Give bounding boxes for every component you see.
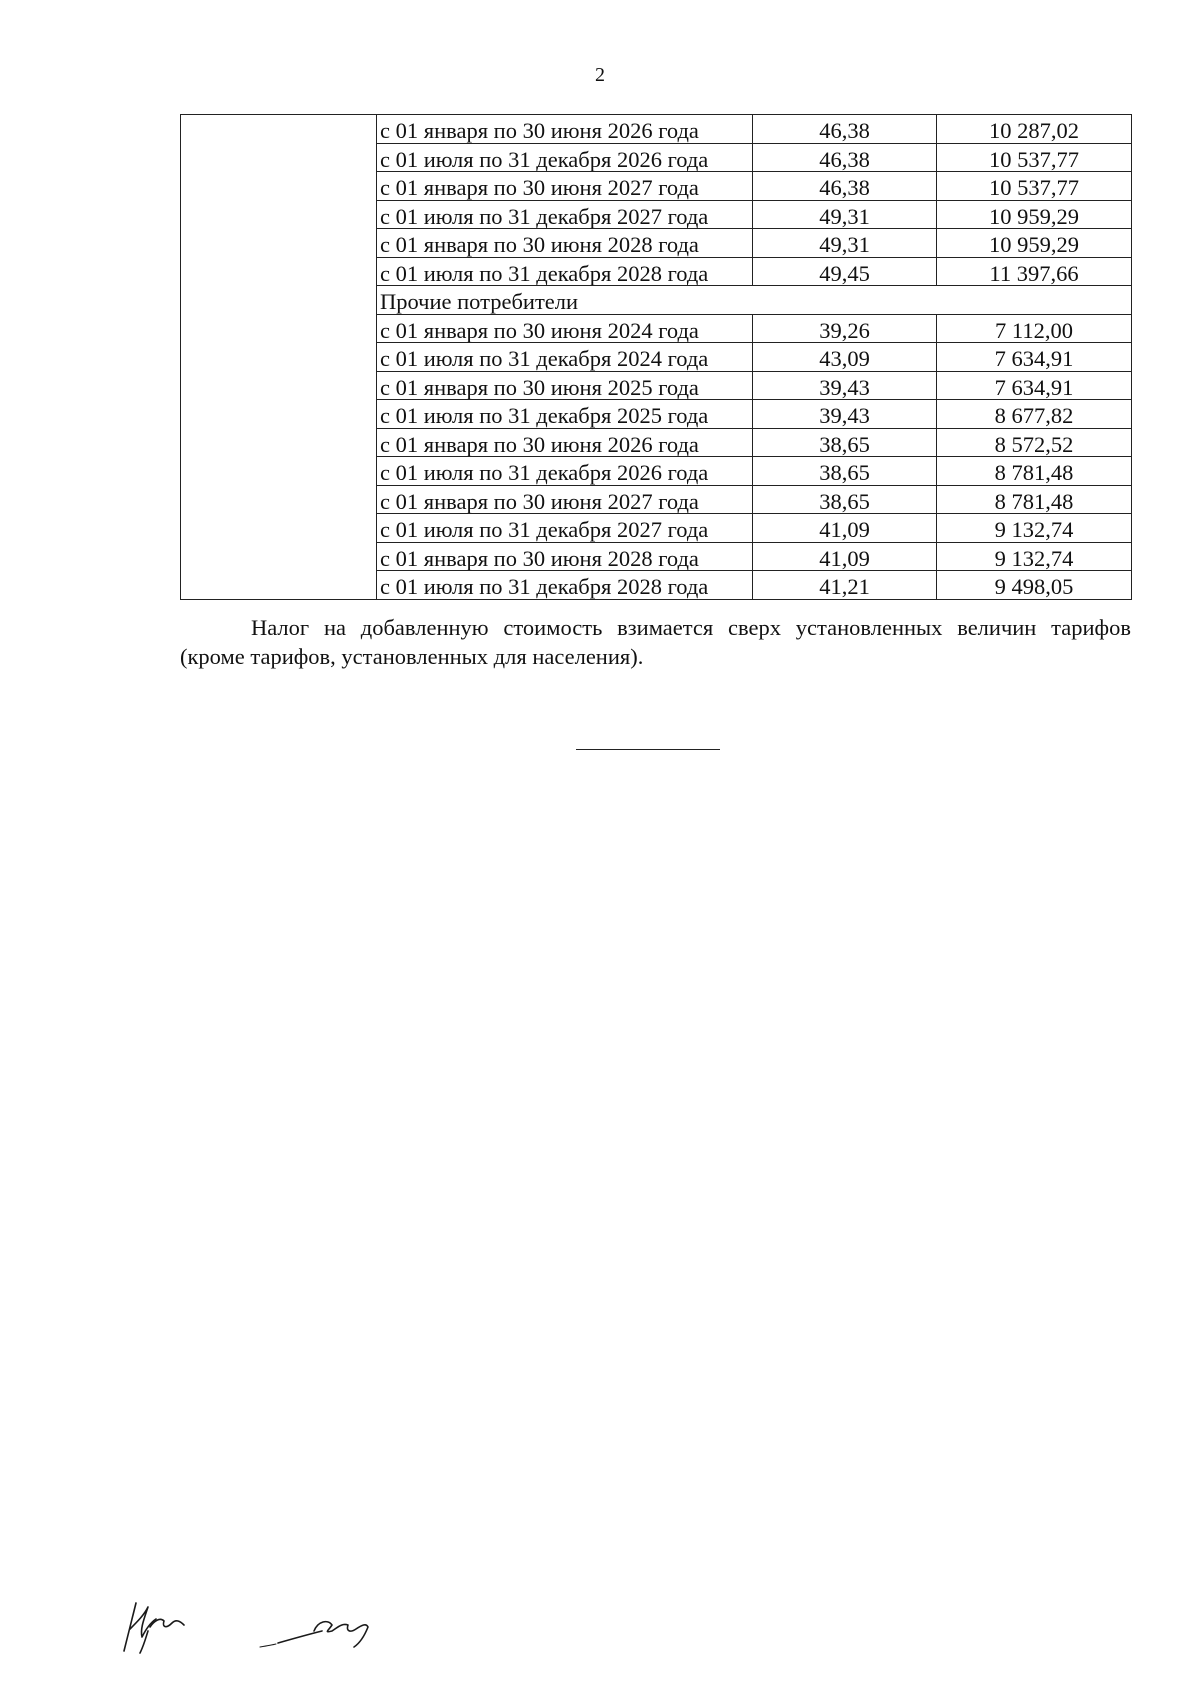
period-cell: с 01 июля по 31 декабря 2027 года [377, 200, 753, 229]
value-cell: 10 287,02 [937, 115, 1132, 144]
rate-cell: 41,09 [753, 542, 937, 571]
rate-cell: 46,38 [753, 115, 937, 144]
period-cell: с 01 января по 30 июня 2024 года [377, 314, 753, 343]
value-cell: 9 132,74 [937, 542, 1132, 571]
value-cell: 7 112,00 [937, 314, 1132, 343]
rate-cell: 39,26 [753, 314, 937, 343]
rate-cell: 38,65 [753, 485, 937, 514]
rate-cell: 49,31 [753, 200, 937, 229]
closing-rule [576, 749, 720, 750]
rate-cell: 39,43 [753, 400, 937, 429]
group-label: Прочие потребители [377, 286, 1132, 315]
period-cell: с 01 января по 30 июня 2026 года [377, 428, 753, 457]
rate-cell: 38,65 [753, 457, 937, 486]
signature-surname-stroke-2 [314, 1622, 368, 1647]
vat-note-line-2: (кроме тарифов, установленных для населения). [180, 644, 644, 669]
value-cell: 10 537,77 [937, 172, 1132, 201]
value-cell: 7 634,91 [937, 371, 1132, 400]
period-cell: с 01 января по 30 июня 2027 года [377, 485, 753, 514]
rate-cell: 46,38 [753, 143, 937, 172]
period-cell: с 01 июля по 31 декабря 2026 года [377, 457, 753, 486]
signature-surname-stroke-1 [278, 1631, 322, 1643]
value-cell: 7 634,91 [937, 343, 1132, 372]
period-cell: с 01 января по 30 июня 2028 года [377, 229, 753, 258]
period-cell: с 01 июля по 31 декабря 2026 года [377, 143, 753, 172]
value-cell: 9 132,74 [937, 514, 1132, 543]
period-cell: с 01 июля по 31 декабря 2025 года [377, 400, 753, 429]
rate-cell: 49,45 [753, 257, 937, 286]
blank-left-cell [181, 115, 377, 600]
rate-cell: 46,38 [753, 172, 937, 201]
period-cell: с 01 января по 30 июня 2028 года [377, 542, 753, 571]
rate-cell: 39,43 [753, 371, 937, 400]
period-cell: с 01 января по 30 июня 2025 года [377, 371, 753, 400]
rate-cell: 49,31 [753, 229, 937, 258]
rate-cell: 43,09 [753, 343, 937, 372]
period-cell: с 01 июля по 31 декабря 2027 года [377, 514, 753, 543]
value-cell: 10 537,77 [937, 143, 1132, 172]
rate-cell: 41,09 [753, 514, 937, 543]
rate-cell: 41,21 [753, 571, 937, 600]
signature-initial-stroke-1 [124, 1603, 136, 1651]
page-number: 2 [595, 64, 605, 86]
vat-note-line-1: Налог на добавленную стоимость взимается сверх установленных величин тарифов [251, 615, 1131, 640]
value-cell: 8 781,48 [937, 457, 1132, 486]
value-cell: 9 498,05 [937, 571, 1132, 600]
value-cell: 8 677,82 [937, 400, 1132, 429]
value-cell: 11 397,66 [937, 257, 1132, 286]
period-cell: с 01 января по 30 июня 2027 года [377, 172, 753, 201]
handwritten-signature [110, 1585, 410, 1655]
period-cell: с 01 июля по 31 декабря 2028 года [377, 571, 753, 600]
rate-cell: 38,65 [753, 428, 937, 457]
vat-note [180, 613, 1131, 671]
table-row [181, 115, 1132, 144]
tariff-table [180, 114, 1132, 600]
period-cell: с 01 июля по 31 декабря 2028 года [377, 257, 753, 286]
value-cell: 8 781,48 [937, 485, 1132, 514]
signature-tail-stroke [260, 1644, 276, 1647]
period-cell: с 01 июля по 31 декабря 2024 года [377, 343, 753, 372]
value-cell: 8 572,52 [937, 428, 1132, 457]
period-cell: с 01 января по 30 июня 2026 года [377, 115, 753, 144]
signature-initial-stroke-3 [150, 1619, 184, 1627]
value-cell: 10 959,29 [937, 229, 1132, 258]
value-cell: 10 959,29 [937, 200, 1132, 229]
tariff-table-body [181, 115, 1132, 600]
